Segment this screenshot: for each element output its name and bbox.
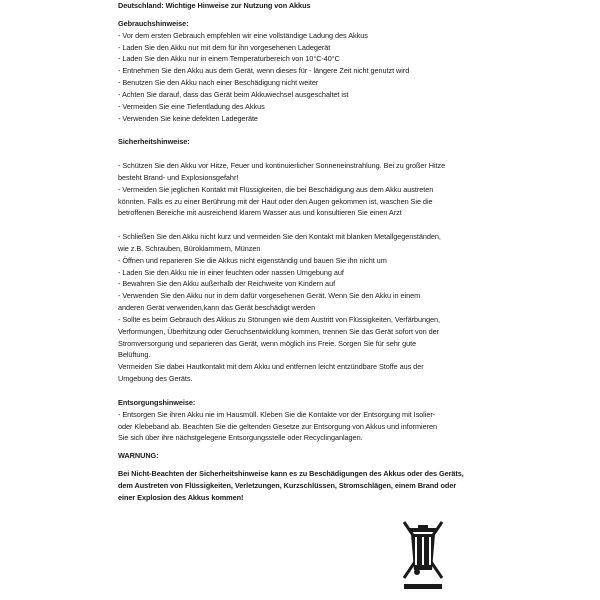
- crossed-out-wheelie-bin-icon: [398, 518, 448, 600]
- usage-item: - Laden Sie den Akku nur in einem Temperaturbereich von 10°C-40°C: [118, 54, 340, 64]
- safety-line: könnten. Falls es zu einer Berührung mit der Haut oder den Augen gekommen ist, waschen Sie die: [118, 196, 433, 206]
- disposal-line: - Entsorgen Sie ihren Akku nie im Hausmüll. Kleben Sie die Kontakte vor der Entsorgung mit Isolier-: [118, 409, 436, 419]
- spacer: [118, 148, 490, 160]
- usage-item: - Vermeiden Sie eine Tiefentladung des Akkus: [118, 101, 265, 111]
- document-page: [118, 0, 490, 504]
- safety-line: - Sollte es beim Gebrauch des Akkus zu Störungen wie dem Austritt von Flüssigkeiten, Verfärbungen,: [118, 314, 441, 324]
- disposal-line: oder Klebeband ab. Beachten Sie die geltenden Gesetze zur Entsorgung von Akkus und informieren: [118, 421, 438, 431]
- usage-heading: Gebrauchshinweise:: [118, 18, 189, 28]
- warning-line: dem Austreten von Flüssigkeiten, Verletzungen, Kurzschlüssen, Stromschlägen, einem Brand oder: [118, 480, 457, 490]
- document-title: Deutschland: Wichtige Hinweise zur Nutzung von Akkus: [118, 1, 311, 10]
- safety-line: Vermeiden Sie dabei Hautkontakt mit dem Akku und entfernen leicht entzündbare Stoffe aus der: [118, 362, 424, 372]
- safety-line: besteht Brand- und Explosionsgefahr!: [118, 172, 239, 182]
- disposal-heading: Entsorgungshinweise:: [118, 397, 196, 407]
- usage-item: - Benutzen Sie den Akku nach einer Beschädigung nicht weiter: [118, 78, 319, 88]
- warning-line: Bei Nicht-Beachten der Sicherheitshinweise kann es zu Beschädigungen des Akkus oder des Geräts,: [118, 469, 464, 479]
- usage-list: [118, 30, 490, 125]
- warning-text: [118, 468, 490, 504]
- spacer: [118, 385, 490, 397]
- disposal-text: [118, 409, 490, 445]
- safety-line: wie z.B. Schrauben, Büroklammern, Münzen: [118, 243, 261, 253]
- safety-line: - Öffnen und reparieren Sie die Akkus nicht eigenständig und bauen Sie ihn nicht um: [118, 255, 387, 265]
- safety-line: anderen Gerät verwenden,kann das Gerät beschädigt werden: [118, 303, 316, 313]
- disposal-line: Sie sich über ihre nächstgelegene Entsorgungsstelle oder Recyclinganlagen.: [118, 433, 363, 443]
- safety-line: - Schützen Sie den Akku vor Hitze, Feuer und kontinuierlicher Sonneneinstrahlung. Bei zu großer Hitze: [118, 160, 446, 170]
- safety-heading: Sicherheitshinweise:: [118, 137, 190, 147]
- safety-line: Belüftung.: [118, 350, 151, 360]
- usage-item: - Entnehmen Sie den Akku aus dem Gerät, wenn dieses für - längere Zeit nicht genutzt wird: [118, 66, 410, 76]
- spacer: [118, 219, 490, 231]
- safety-block-1: [118, 160, 490, 219]
- usage-item: - Achten Sie darauf, dass das Gerät beim Akkuwechsel ausgeschaltet ist: [118, 89, 349, 99]
- safety-line: - Schließen Sie den Akku nicht kurz und vermeiden Sie den Kontakt mit blanken Metallgegenständen,: [118, 232, 441, 242]
- safety-line: betroffenen Bereiche mit ausreichend klarem Wasser aus und konsultieren Sie einen Arzt: [118, 208, 402, 218]
- warning-line: einer Explosion des Akkus kommen!: [118, 492, 244, 502]
- usage-item: - Verwenden Sie keine defekten Ladegeräte: [118, 113, 258, 123]
- safety-line: - Verwenden Sie den Akku nur in dem dafür vorgesehenen Gerät. Wenn Sie den Akku in einem: [118, 291, 421, 301]
- safety-line: Umgebung des Geräts.: [118, 374, 193, 384]
- usage-item: - Vor dem ersten Gebrauch empfehlen wir eine vollständige Ladung des Akkus: [118, 30, 368, 40]
- safety-line: - Laden Sie den Akku nie in einer feuchten oder nassen Umgebung auf: [118, 267, 344, 277]
- safety-line: - Bewahren Sie den Akku außerhalb der Reichweite von Kindern auf: [118, 279, 336, 289]
- warning-heading: WARNUNG:: [118, 451, 159, 461]
- safety-line: Verformungen, Überhitzung oder Geruchsentwicklung kommen, trennen Sie das Gerät sofort von der: [118, 326, 439, 336]
- safety-line: - Vermeiden Sie jeglichen Kontakt mit Flüssigkeiten, die bei Beschädigung aus dem Akku austreten: [118, 184, 434, 194]
- usage-item: - Laden Sie den Akku nur mit dem für ihn vorgesehenen Ladegerät: [118, 42, 331, 52]
- spacer: [118, 124, 490, 136]
- safety-line: Stromversorgung und separieren das Gerät, wenn möglich ins Freie. Sorgen Sie für sehr gute: [118, 338, 417, 348]
- safety-block-2: [118, 231, 490, 385]
